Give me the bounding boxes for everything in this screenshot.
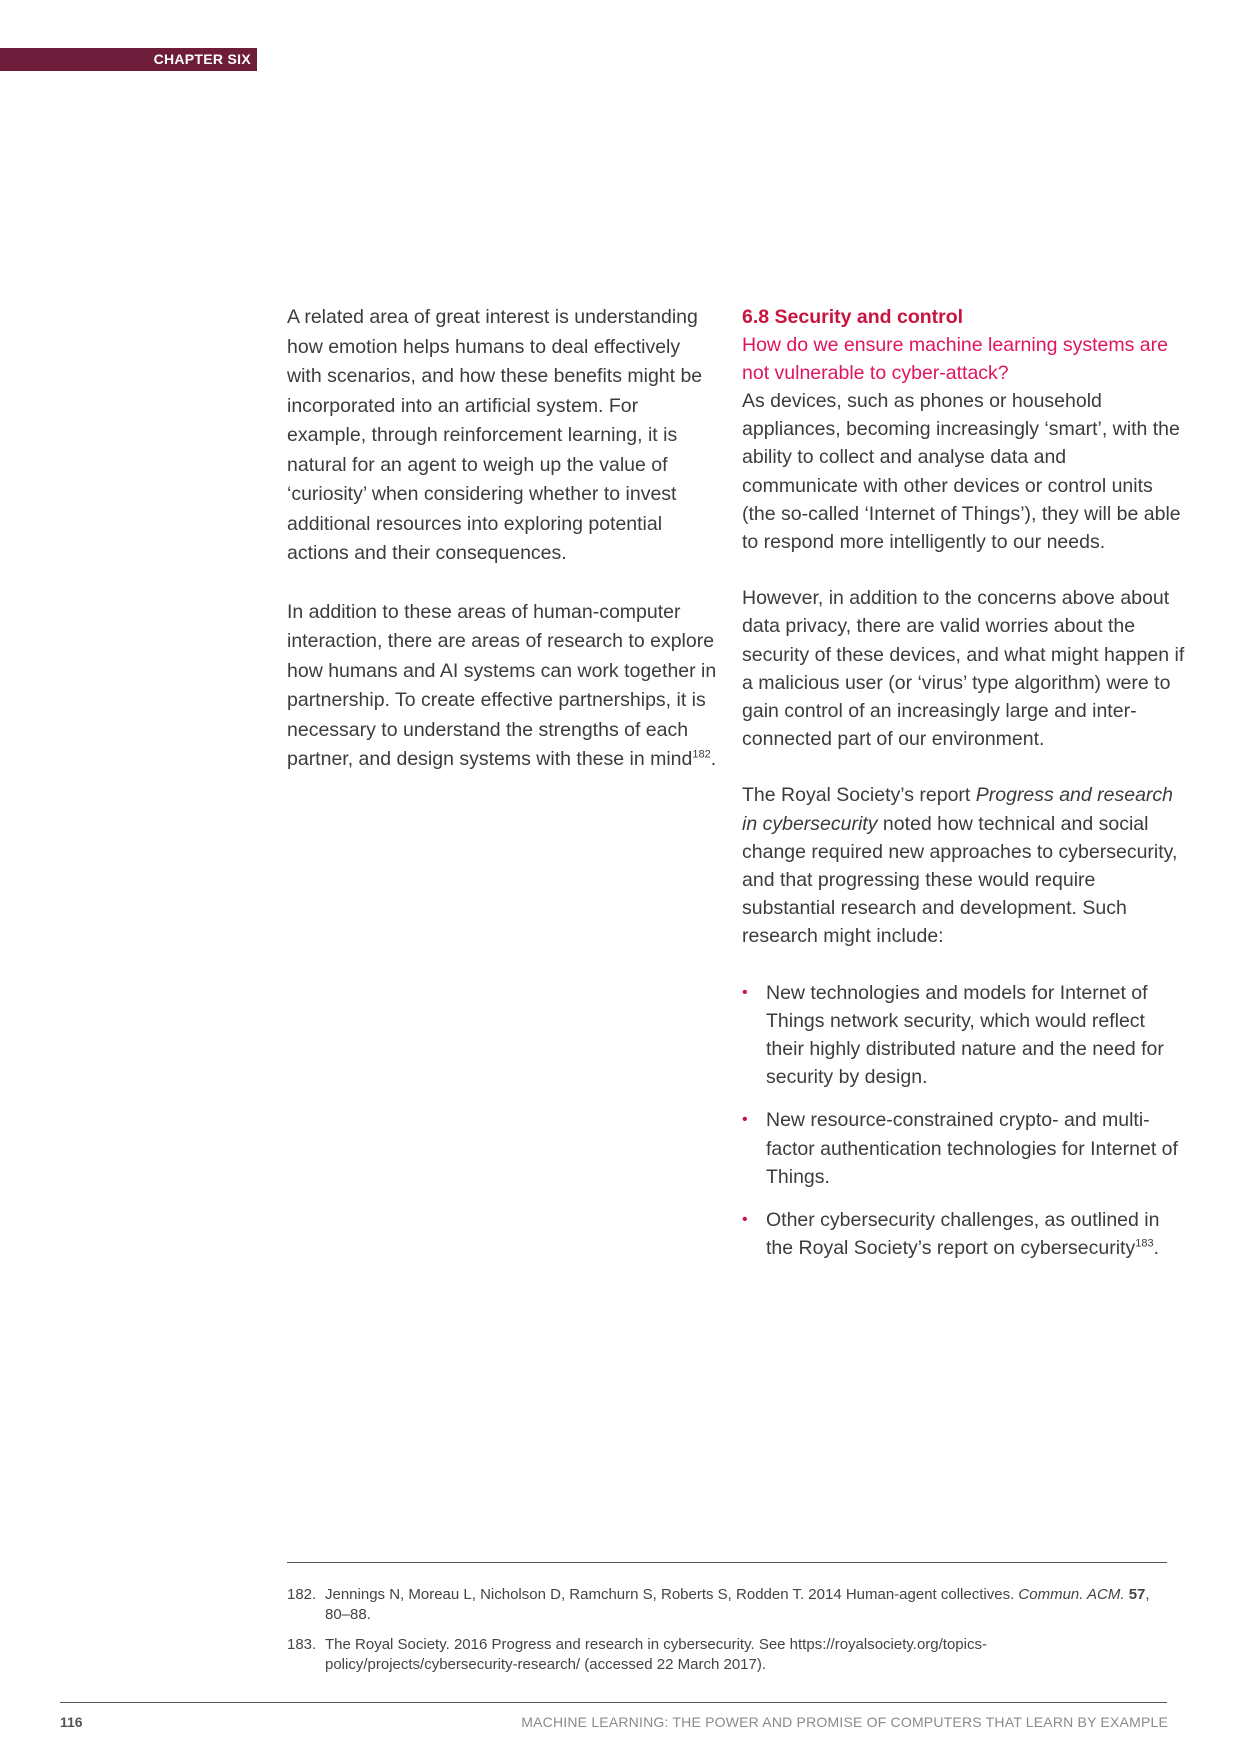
- report-title: Progress and research in cybersecurity: [742, 784, 1174, 835]
- section-heading: 6.8 Security and control: [742, 306, 964, 328]
- body-paragraph: [287, 303, 717, 569]
- footer-divider: [60, 1702, 1167, 1703]
- footnote: [287, 1635, 1167, 1675]
- footnote-divider: [287, 1562, 1167, 1563]
- footnote-number: 182.: [287, 1586, 317, 1603]
- footnote-pages: , 80–88.: [325, 1586, 1150, 1623]
- footnote-text: [325, 1635, 1167, 1675]
- body-paragraph: As devices, such as phones or household appliances, becoming increasingly ‘smart’, with the ability to collect and analyse data and communicate with other devices or control units (the so-called ‘Internet of Things’), they will be able to respond more intelligently to our needs.: [742, 390, 1181, 554]
- list-item-text: New technologies and models for Internet of Things network security, which would reflect their highly distributed nature and the need for security by design.: [766, 981, 1164, 1089]
- paragraph-text: In addition to these areas of human-computer interaction, there are areas of research to explore how humans and AI systems can work together in partnership. To create effective partnerships, it is necessary to understand the strengths of each partner, and design systems with these in mind: [287, 600, 717, 770]
- page-number: 116: [60, 1714, 83, 1730]
- footnote-number: 183.: [287, 1636, 317, 1653]
- journal-name: Commun. ACM.: [1018, 1586, 1125, 1603]
- footnote-text: [325, 1585, 1167, 1625]
- bullet-icon: •: [742, 983, 748, 1001]
- paragraph-end: .: [710, 748, 717, 770]
- body-paragraph: [287, 598, 717, 775]
- footnote-ref: 182: [692, 748, 711, 761]
- footnote: [287, 1585, 1167, 1625]
- footnote-citation: Jennings N, Moreau L, Nicholson D, Ramchurn S, Roberts S, Rodden T. 2014 Human-agent collectives.: [325, 1586, 1019, 1603]
- list-item: [742, 1106, 1187, 1191]
- section-question: How do we ensure machine learning systems are not vulnerable to cyber-attack?: [742, 334, 1168, 384]
- left-column: [287, 303, 717, 775]
- chapter-label: CHAPTER SIX: [0, 48, 257, 71]
- footnotes: [287, 1585, 1167, 1685]
- bullet-list: [742, 979, 1187, 1263]
- bullet-icon: •: [742, 1211, 748, 1229]
- list-item-text: New resource-constrained crypto- and multi-factor authentication technologies for Internet of Things.: [766, 1109, 1178, 1188]
- list-item-end: .: [1153, 1237, 1160, 1260]
- right-column: [742, 303, 1187, 1277]
- journal-volume: 57: [1128, 1586, 1146, 1603]
- paragraph-text: noted how technical and social change required new approaches to cybersecurity, and that progressing these would require substantial research and development. Such research might include:: [742, 812, 1178, 948]
- list-item-text: Other cybersecurity challenges, as outlined in the Royal Society’s report on cybersecurity: [766, 1209, 1160, 1260]
- footnote-citation: The Royal Society. 2016 Progress and research in cybersecurity. See https://royalsociety.org/topics-policy/projects/cybersecurity-research/ (accessed 22 March 2017).: [325, 1636, 987, 1673]
- body-paragraph: However, in addition to the concerns above about data privacy, there are valid worries about the security of these devices, and what might happen if a malicious user (or ‘virus’ type algorithm) were to gain control of an increasingly large and inter-connected part of our environment.: [742, 587, 1185, 751]
- footnote-ref: 183: [1135, 1237, 1154, 1250]
- bullet-icon: •: [742, 1111, 748, 1129]
- body-paragraph: [742, 781, 1187, 950]
- list-item: [742, 1206, 1187, 1262]
- publication-title: MACHINE LEARNING: THE POWER AND PROMISE OF COMPUTERS THAT LEARN BY EXAMPLE: [521, 1714, 1168, 1730]
- paragraph-text: A related area of great interest is understanding how emotion helps humans to deal effectively with scenarios, and how these benefits might be incorporated into an artificial system. For example, through reinforcement learning, it is natural for an agent to weigh up the value of ‘curiosity’ when considering whether to invest additional resources into exploring potential actions and their consequences.: [287, 306, 703, 564]
- list-item: [742, 979, 1187, 1092]
- paragraph-text: The Royal Society’s report: [742, 784, 976, 807]
